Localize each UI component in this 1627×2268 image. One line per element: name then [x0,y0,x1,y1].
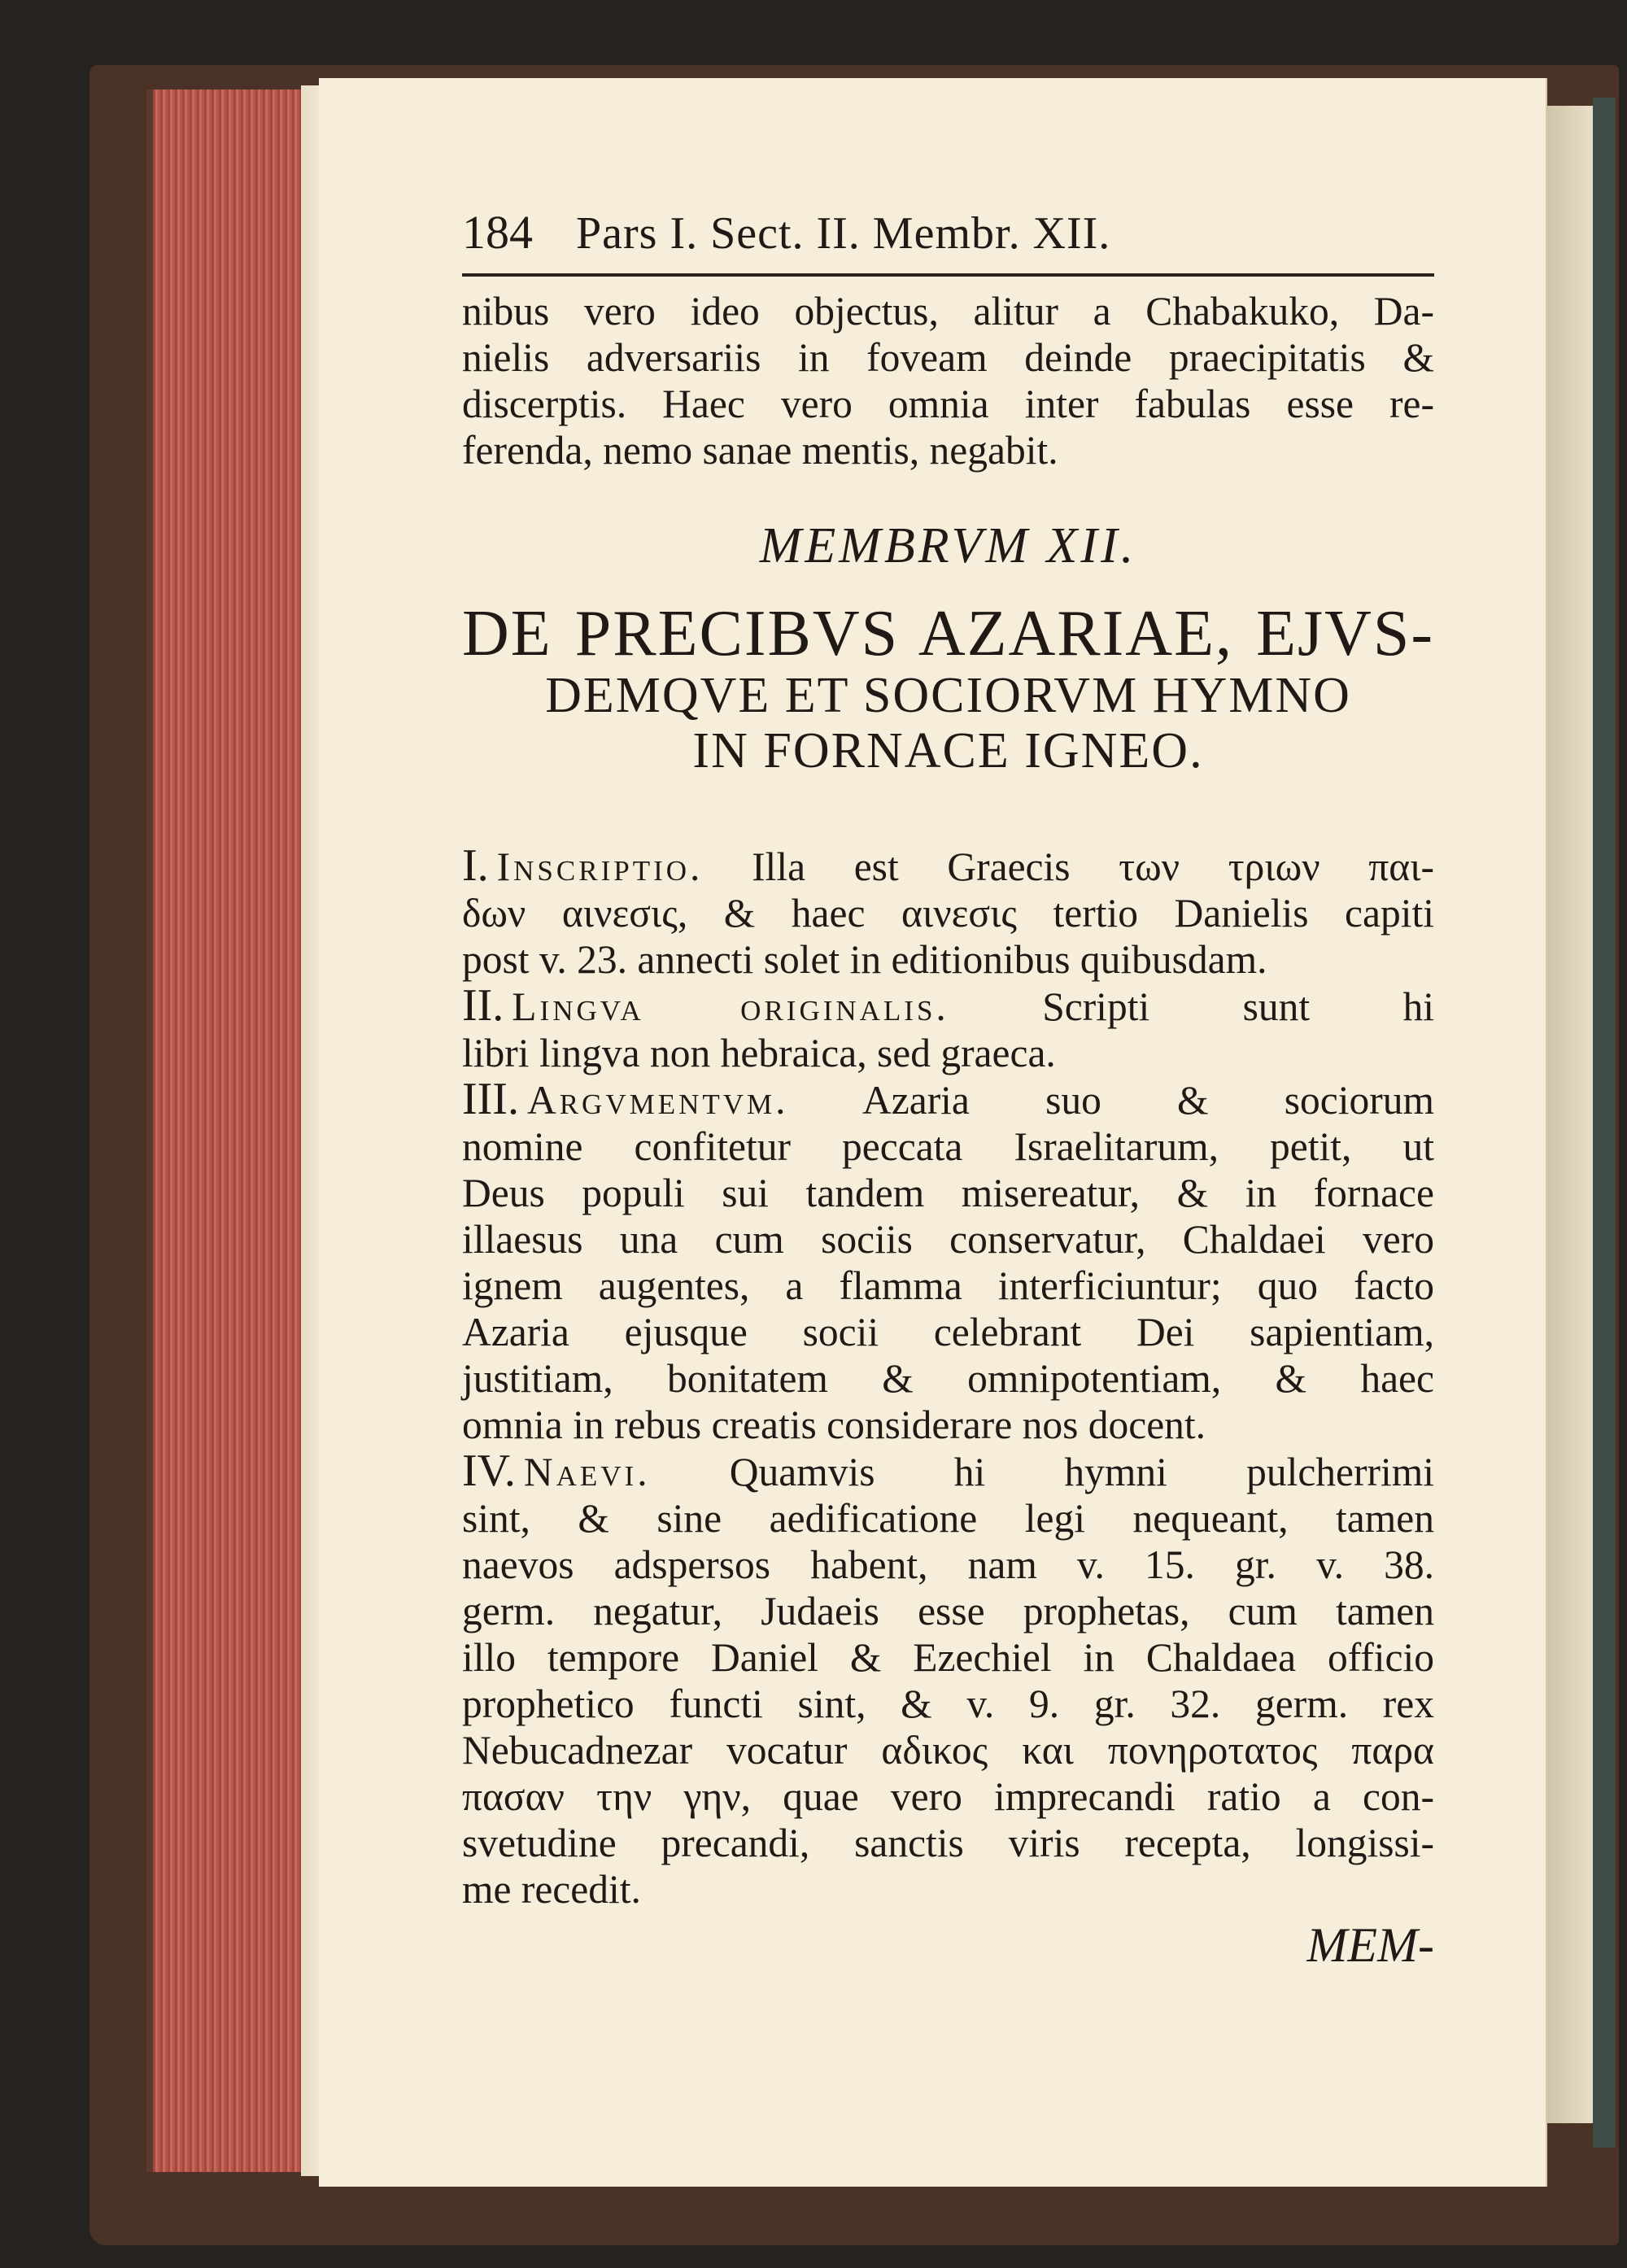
facing-cover-edge [1593,98,1616,2148]
chapter-title-line-1: DE PRECIBVS AZARIAE, EJVS- [462,598,1434,669]
section-lingva-originalis [462,980,1434,1076]
section-argvmentvm [462,1076,1434,1448]
text-line: Deus populi sui tandem misereatur, & in fornace [462,1171,1434,1215]
text-line: naevos adspersos habent, nam v. 15. gr. v. 38. [462,1542,1434,1587]
text-line: Azaria ejusque socii celebrant Dei sapientiam, [462,1310,1434,1354]
catchword: MEM- [1306,1918,1434,1972]
text-line: discerptis. Haec vero omnia inter fabulas esse re- [462,382,1434,426]
text-line: nomine confitetur peccata Israelitarum, petit, ut [462,1124,1434,1169]
text-line: Illa est Graecis των τριων παι- [752,844,1435,889]
page-number: 184 [462,206,533,259]
section-numeral: II. [462,980,504,1031]
running-title: Pars I. Sect. II. Membr. XII. [576,208,1111,259]
section-heading: Inscriptio. [496,844,704,889]
chapter-title-line-2: DEMQVE ET SOCIORVM HYMNO [545,668,1351,723]
text-line: πασαν την γην, quae vero imprecandi ratio a con- [462,1774,1434,1819]
running-header [462,205,1434,270]
member-label: MEMBRVM XII. [759,518,1137,574]
text-line: ignem augentes, a flamma interficiuntur; quo facto [462,1263,1434,1308]
section-naevi [462,1448,1434,1913]
intro-paragraph [462,288,1434,473]
text-line: libri lingva non hebraica, sed graeca. [462,1031,1056,1075]
text-line: Scripti sunt hi [1042,984,1434,1029]
text-line: Azaria suo & sociorum [862,1078,1434,1123]
text-line: Nebucadnezar vocatur αδικος και πονηροτατος παρα [462,1728,1434,1773]
page-content [462,205,1434,1974]
section-numeral: I. [462,840,489,891]
text-line: sint, & sine aedificatione legi nequeant, tamen [462,1496,1434,1541]
section-numeral: IV. [462,1446,516,1496]
text-line: svetudine precandi, sanctis viris recepta, longissi- [462,1821,1434,1865]
page-edge-red [146,89,324,2172]
text-line: nielis adversariis in foveam deinde praecipitatis & [462,335,1434,380]
text-line: nibus vero ideo objectus, alitur a Chabakuko, Da- [462,289,1434,334]
text-line: illaesus una cum sociis conservatur, Chaldaei vero [462,1217,1434,1262]
section-heading: Argvmentvm. [526,1078,789,1123]
text-line: illo tempore Daniel & Ezechiel in Chaldaea officio [462,1635,1434,1680]
text-line: post v. 23. annecti solet in editionibus quibusdam. [462,937,1267,982]
text-line: omnia in rebus creatis considerare nos docent. [462,1402,1206,1447]
text-line: prophetico functi sint, & v. 9. gr. 32. germ. rex [462,1681,1434,1726]
text-line: me recedit. [462,1867,641,1912]
text-line: justitiam, bonitatem & omnipotentiam, & haec [462,1356,1434,1401]
text-line: Quamvis hi hymni pulcherrimi [729,1450,1434,1494]
section-inscriptio [462,840,1435,983]
chapter-title-line-3: IN FORNACE IGNEO. [692,723,1204,779]
section-heading: Naevi. [523,1450,651,1494]
text-line: germ. negatur, Judaeis esse prophetas, cum tamen [462,1589,1434,1633]
section-numeral: III. [462,1074,519,1124]
header-rule [462,273,1434,277]
text-line: δων αινεσις, & haec αινεσις tertio Danielis capiti [462,891,1434,936]
text-line: ferenda, nemo sanae mentis, negabit. [462,428,1058,473]
section-heading: Lingva originalis. [512,984,949,1029]
